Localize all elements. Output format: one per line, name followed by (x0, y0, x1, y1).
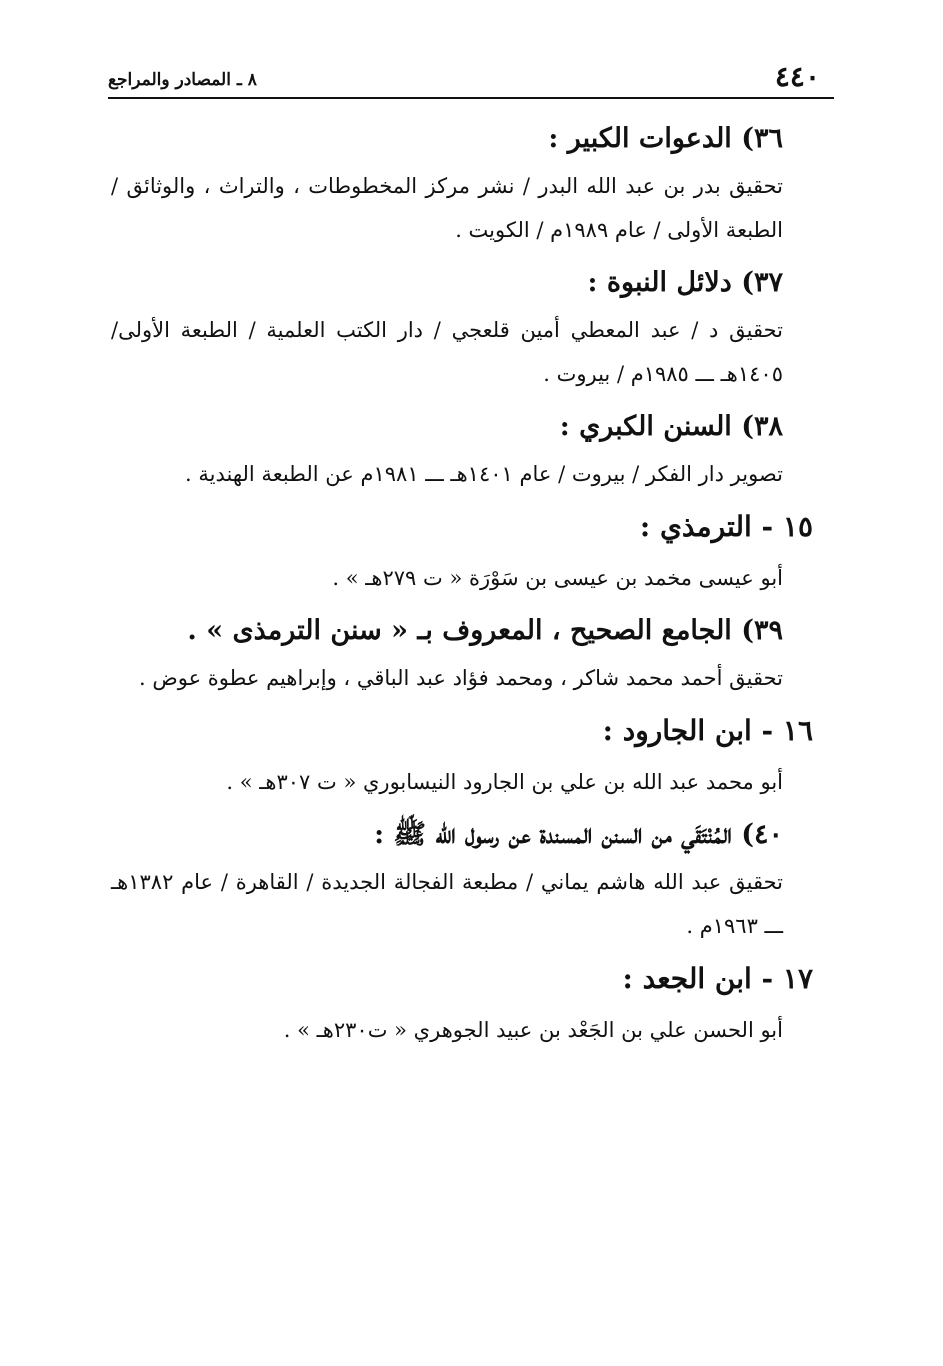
page-header (108, 62, 832, 96)
reference-entry (111, 262, 783, 396)
author-heading: ١٥ - الترمذي : (639, 510, 813, 543)
reference-entry (111, 406, 783, 496)
reference-title: ٤٠) المُنْتَقَي من السنن المسندة عن رسول الله ﷺ : (374, 819, 783, 850)
author-heading: ١٧ - ابن الجعد : (622, 962, 813, 995)
reference-title: ٣٧) دلائل النبوة : (587, 267, 783, 298)
reference-entry (111, 610, 783, 700)
reference-details: تحقيق أحمد محمد شاكر ، ومحمد فؤاد عبد الباقي ، وإبراهيم عطوة عوض . (139, 666, 783, 690)
author-section (111, 958, 813, 1052)
running-section-title: ٨ ـ المصادر والمراجع (108, 70, 257, 90)
author-section (111, 506, 813, 700)
author-heading: ١٦ - ابن الجارود : (602, 714, 813, 747)
author-bio: أبو الحسن علي بن الجَعْد بن عبيد الجوهري « ت٢٣٠هـ » . (283, 1018, 783, 1042)
author-section (111, 710, 813, 948)
reference-details: تحقيق عبد الله هاشم يماني / مطبعة الفجالة الجديدة / القاهرة / عام ١٣٨٢هـ ـــ ١٩٦٣م . (111, 870, 783, 938)
page-number: ٤٤٠ (774, 60, 820, 93)
reference-entry (111, 118, 783, 252)
reference-details: تحقيق د / عبد المعطي أمين قلعجي / دار الكتب العلمية / الطبعة الأولى/ ١٤٠٥هـ ـــ ١٩٨٥م / بيروت . (111, 318, 783, 386)
references-list (111, 118, 813, 1062)
author-bio: أبو محمد عبد الله بن علي بن الجارود النيسابوري « ت ٣٠٧هـ » . (226, 770, 783, 794)
reference-title: ٣٦) الدعوات الكبير : (548, 123, 783, 154)
reference-title: ٣٨) السنن الكبري : (559, 411, 783, 442)
author-bio: أبو عيسى مخمد بن عيسى بن سَوْرَة « ت ٢٧٩هـ » . (332, 566, 783, 590)
header-divider (108, 97, 834, 99)
reference-details: تحقيق بدر بن عبد الله البدر / نشر مركز المخطوطات ، والتراث ، والوثائق / الطبعة الأولى / عام ١٩٨٩م / الكويت . (111, 174, 783, 242)
reference-entry (111, 814, 783, 948)
reference-details: تصوير دار الفكر / بيروت / عام ١٤٠١هـ ـــ ١٩٨١م عن الطبعة الهندية . (185, 462, 783, 486)
reference-title: ٣٩) الجامع الصحيح ، المعروف بـ « سنن الترمذى » . (187, 615, 783, 646)
